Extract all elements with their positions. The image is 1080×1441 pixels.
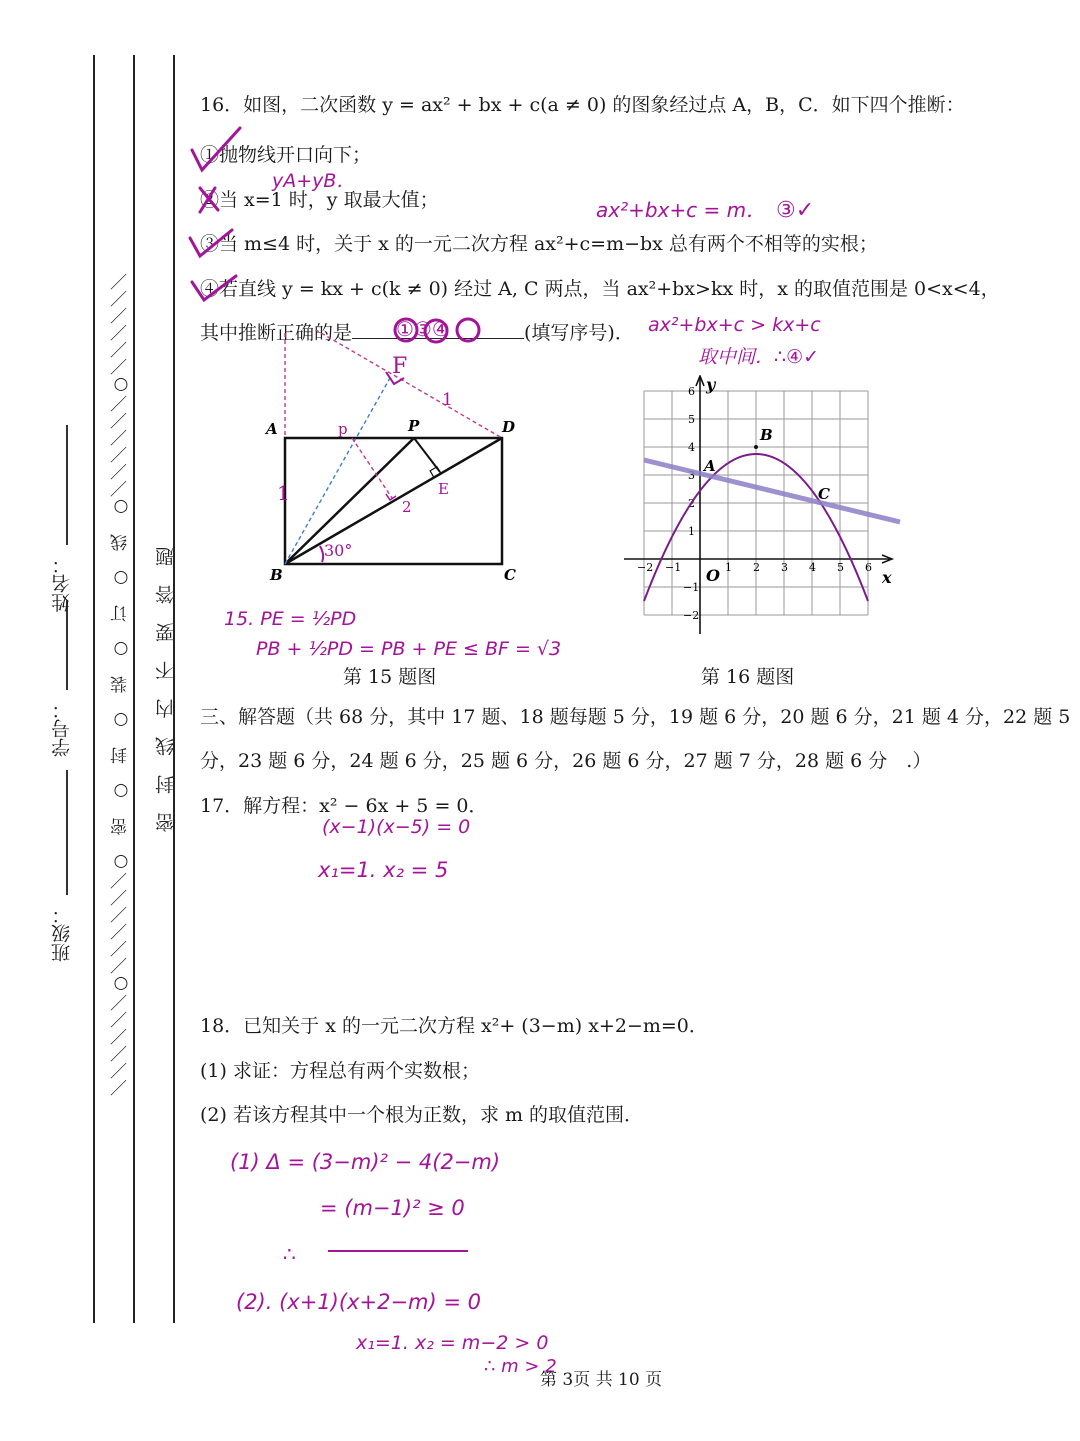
q16-fill-suffix: (填写序号)． xyxy=(524,322,634,344)
y-tick-6: 6 xyxy=(688,385,695,398)
label-b: B xyxy=(270,566,283,584)
ink-line-ac xyxy=(644,460,900,522)
page-number: 第 3页 共 10 页 xyxy=(540,1370,663,1390)
axis-x-label: x xyxy=(882,568,892,587)
ink-line-p-e xyxy=(352,438,392,498)
y-tick-4: 4 xyxy=(688,441,695,454)
ink-ya-yb: yA+yB． xyxy=(272,170,356,192)
class-blank xyxy=(66,770,68,895)
ink-q18-underline xyxy=(328,1250,468,1252)
q16-statement-2: ②当 x=1 时，y 取最大值； xyxy=(200,189,439,211)
y-tick-m2: −2 xyxy=(683,609,700,622)
ink-inequality: ax²+bx+c > kx+c xyxy=(648,314,821,336)
origin-label: O xyxy=(706,566,720,585)
point-b-label: B xyxy=(760,426,773,444)
y-tick-m1: −1 xyxy=(683,581,700,594)
point-c-label: C xyxy=(818,485,830,503)
id-label: 学号： xyxy=(51,700,73,757)
figure-16 xyxy=(618,375,908,635)
grid xyxy=(644,391,868,615)
ink-pe-2: PB + ½PD = PB + PE ≤ BF = √3 xyxy=(256,638,562,660)
x-tick-2: 2 xyxy=(753,561,760,574)
ink-q17-factor: (x−1)(x−5) = 0 xyxy=(322,816,471,838)
y-tick-2: 2 xyxy=(688,497,695,510)
label-d: D xyxy=(502,418,516,436)
seal-strip-inner: 密 封 线 内 不 要 答 题 xyxy=(155,547,177,833)
figure-15-caption: 第 15 题图 xyxy=(343,666,437,688)
ink-30: 30° xyxy=(324,541,353,560)
ink-angle-arc xyxy=(320,546,323,562)
ink-q18-result: ∴ m > 2 xyxy=(484,1356,557,1377)
y-tick-5: 5 xyxy=(688,413,695,426)
x-tick-5: 5 xyxy=(837,561,844,574)
q16-statement-1: ①抛物线开口向下； xyxy=(200,144,372,166)
figure-15 xyxy=(250,330,550,600)
x-tick-3: 3 xyxy=(781,561,788,574)
ink-q18-factor: (2). (x+1)(x+2−m) = 0 xyxy=(236,1290,481,1314)
ink-equation: ax²+bx+c = m． xyxy=(596,198,767,222)
name-label: 姓名： xyxy=(51,555,73,612)
q16-statement-4: ④若直线 y = kx + c(k ≠ 0) 经过 A, C 两点，当 ax²+bx>kx 时，x 的取值范围是 0<x<4， xyxy=(200,278,1000,300)
class-label: 班级： xyxy=(51,905,73,962)
section3-line-1: 三、解答题（共 68 分，其中 17 题、18 题每题 5 分，19 题 6 分，20 题 6 分，21 题 4 分，22 题 5 xyxy=(200,706,1071,728)
ink-1a: 1 xyxy=(277,481,290,505)
ink-2: 2 xyxy=(402,498,412,516)
q18-stem: 18．已知关于 x 的一元二次方程 x²+ (3−m) x+2−m=0． xyxy=(200,1015,708,1037)
point-b-dot xyxy=(754,445,758,449)
y-tick-3: 3 xyxy=(688,469,695,482)
label-c: C xyxy=(504,566,516,584)
x-tick-6: 6 xyxy=(865,561,872,574)
ink-answer: ①③④ xyxy=(396,317,450,341)
x-tick-1: 1 xyxy=(725,561,732,574)
binding-line-1 xyxy=(93,55,95,1323)
y-tick-1: 1 xyxy=(688,525,695,538)
ink-check-3: ③✓ xyxy=(776,198,815,223)
q18-part-2: (2) 若该方程其中一个根为正数，求 m 的取值范围． xyxy=(200,1104,644,1126)
q16-statement-3: ③当 m≤4 时，关于 x 的一元二次方程 ax²+c=m−bx 总有两个不相等的实根； xyxy=(200,233,878,255)
name-blank xyxy=(66,425,68,545)
seal-strip-outer: ／／／／／／○／／／／／／○ 密 ○ 封 ○ 装 ○ 订 ○ 线 ○／／／／／／○／／／／／／ xyxy=(111,273,131,1097)
ink-f: F xyxy=(392,354,408,379)
q17-stem: 17．解方程：x² − 6x + 5 = 0． xyxy=(200,795,488,817)
ink-q18-therefore: ∴ xyxy=(283,1242,296,1266)
ink-between: 取中间．∴④✓ xyxy=(698,346,820,368)
binding-line-2 xyxy=(133,55,135,1323)
ink-1b: 1 xyxy=(442,390,453,410)
label-a: A xyxy=(266,420,278,438)
q18-part-1: (1) 求证：方程总有两个实数根； xyxy=(200,1060,480,1082)
q16-stem: 16．如图，二次函数 y = ax² + bx + c(a ≠ 0) 的图象经过点 A，B，C．如下四个推断： xyxy=(200,94,965,116)
ink-line-bf xyxy=(285,378,390,564)
section3-line-2: 分，23 题 6 分，24 题 6 分，25 题 6 分，26 题 6 分，27 题 7 分，28 题 6 分 .） xyxy=(200,750,932,772)
ink-q18-square: = (m−1)² ≥ 0 xyxy=(320,1196,465,1220)
ink-e: E xyxy=(438,480,449,498)
figure-16-caption: 第 16 题图 xyxy=(701,666,795,688)
point-a-label: A xyxy=(704,457,716,475)
label-p: P xyxy=(408,417,420,435)
q16-fill-prefix: 其中推断正确的是 xyxy=(200,322,353,344)
ink-pe-1: 15. PE = ½PD xyxy=(224,608,357,630)
ink-q18-delta: (1) Δ = (3−m)² − 4(2−m) xyxy=(230,1150,501,1174)
axis-y-label: y xyxy=(706,375,716,394)
x-tick-labels xyxy=(637,561,872,574)
x-tick-m1: −1 xyxy=(665,561,682,574)
ink-p: p xyxy=(338,420,348,438)
id-blank xyxy=(66,600,68,690)
x-tick-m2: −2 xyxy=(637,561,654,574)
ink-q18-roots: x₁=1. x₂ = m−2 > 0 xyxy=(356,1332,549,1354)
x-tick-4: 4 xyxy=(809,561,816,574)
ink-q17-roots: x₁=1. x₂ = 5 xyxy=(318,858,449,882)
